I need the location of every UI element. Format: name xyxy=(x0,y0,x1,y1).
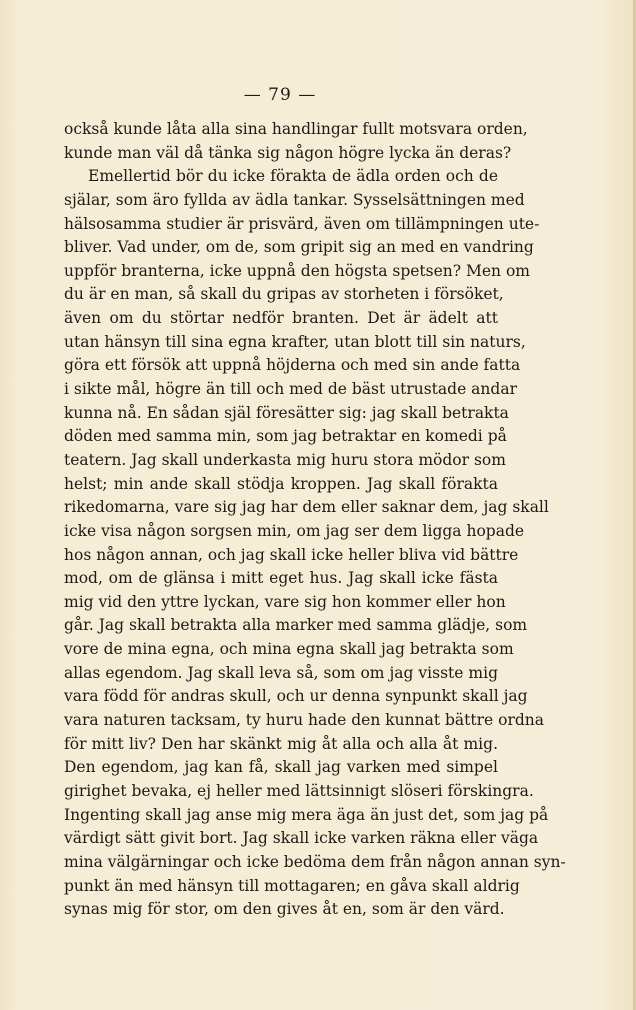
text-line: själar, som äro fyllda av ädla tankar. Sysselsättningen med xyxy=(64,190,525,209)
text-line: kunna nå. En sådan själ föresätter sig: jag skall betrakta xyxy=(64,403,509,422)
text-line: göra ett försök att uppnå höjderna och med sin ande fatta xyxy=(64,356,521,375)
text-line: Emellertid bör du icke förakta de ädla orden och de xyxy=(88,167,498,186)
text-line: du är en man, så skall du gripas av storheten i försöket, xyxy=(64,285,504,304)
text-line: kunde man väl då tänka sig någon högre lycka än deras? xyxy=(64,143,512,162)
text-line: hos någon annan, och jag skall icke heller bliva vid bättre xyxy=(64,545,519,564)
text-line: mod, om de glänsa i mitt eget hus. Jag skall icke fästa xyxy=(64,569,498,588)
text-line: hälsosamma studier är prisvärd, även om tillämpningen ute- xyxy=(64,214,540,233)
text-line: allas egendom. Jag skall leva så, som om jag visste mig xyxy=(64,663,498,682)
text-line: bliver. Vad under, om de, som gripit sig an med en vandring xyxy=(64,238,534,257)
text-line: Ingenting skall jag anse mig mera äga än just det, som jag på xyxy=(64,805,549,824)
text-line: utan hänsyn till sina egna krafter, utan blott till sin naturs, xyxy=(64,332,526,351)
text-line: icke visa någon sorgsen min, om jag ser dem ligga hopade xyxy=(64,521,525,540)
body-text xyxy=(64,118,566,922)
text-line: för mitt liv? Den har skänkt mig åt alla och alla åt mig. xyxy=(64,734,498,753)
text-line: mig vid den yttre lyckan, vare sig hon kommer eller hon xyxy=(64,592,506,611)
text-line: även om du störtar nedför branten. Det är ädelt att xyxy=(64,309,498,328)
text-line: går. Jag skall betrakta alla marker med samma glädje, som xyxy=(64,616,528,635)
text-line: rikedomarna, vare sig jag har dem eller saknar dem, jag skall xyxy=(64,498,549,517)
text-line: teatern. Jag skall underkasta mig huru stora mödor som xyxy=(64,450,506,469)
text-line: vara född för andras skull, och ur denna synpunkt skall jag xyxy=(64,687,528,706)
text-line: värdigt sätt givit bort. Jag skall icke varken räkna eller väga xyxy=(64,829,539,848)
text-line: helst; min ande skall stödja kroppen. Jag skall förakta xyxy=(64,474,498,493)
text-line: punkt än med hänsyn till mottagaren; en gåva skall aldrig xyxy=(64,876,520,895)
text-line: Den egendom, jag kan få, skall jag varken med simpel xyxy=(64,758,498,777)
text-line: vara naturen tacksam, ty huru hade den kunnat bättre ordna xyxy=(64,711,544,730)
text-line: i sikte mål, högre än till och med de bäst utrustade andar xyxy=(64,380,517,399)
text-line: mina välgärningar och icke bedöma dem från någon annan syn- xyxy=(64,852,566,871)
text-line: uppför branterna, icke uppnå den högsta spetsen? Men om xyxy=(64,261,530,280)
text-line: döden med samma min, som jag betraktar en komedi på xyxy=(64,427,507,446)
text-line: girighet bevaka, ej heller med lättsinnigt slöseri förskingra. xyxy=(64,781,534,800)
text-line: synas mig för stor, om den gives åt en, som är den värd. xyxy=(64,900,505,919)
text-line: också kunde låta alla sina handlingar fullt motsvara orden, xyxy=(64,120,528,138)
page-number: — 79 — xyxy=(243,85,317,105)
text-line: vore de mina egna, och mina egna skall jag betrakta som xyxy=(64,640,514,659)
